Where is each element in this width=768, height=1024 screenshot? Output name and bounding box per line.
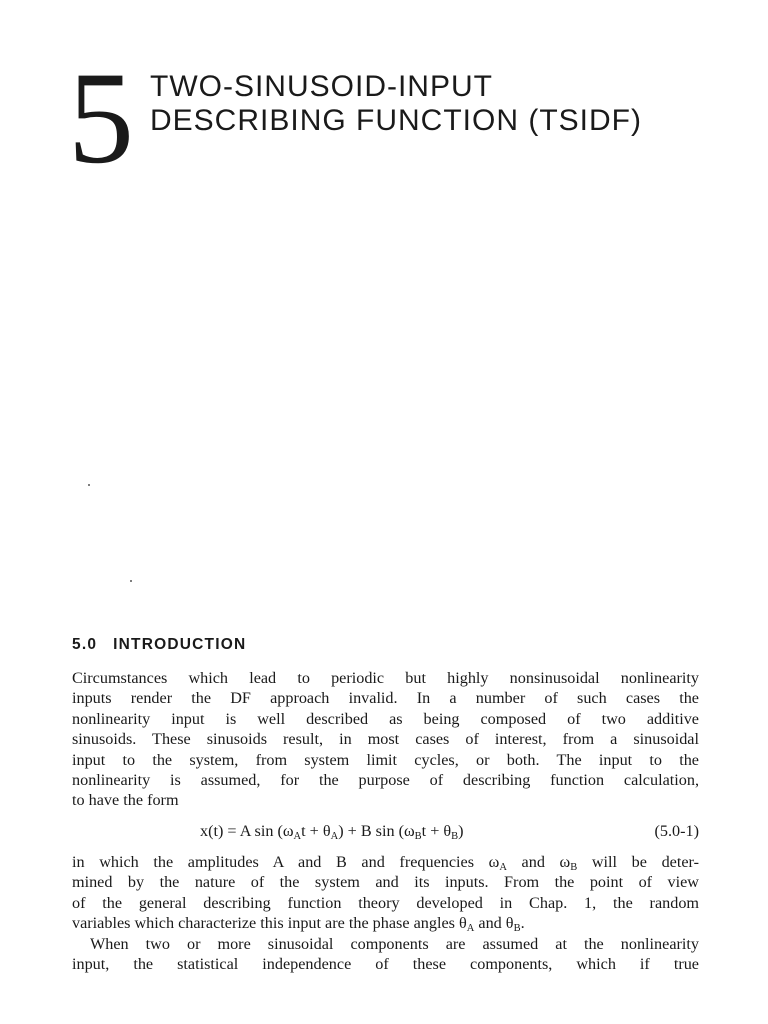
text-line: inputs render the DF approach invalid. In a number of such cases the [72,689,699,708]
text-fragment: and ω [506,853,571,871]
section-title: INTRODUCTION [113,636,247,653]
chapter-title-line: DESCRIBING FUNCTION (TSIDF) [150,104,642,137]
subscript: B [451,831,459,842]
equation-number: (5.0-1) [654,822,699,840]
section-number: 5.0 [72,636,98,653]
equation-term: t + θ [301,822,331,840]
text-line: to have the form [72,791,179,810]
subscript: B [570,862,578,873]
text-line: of the general describing function theory developed in Chap. 1, the random [72,893,699,912]
text-line: input to the system, from system limit cycles, or both. The input to the [72,750,699,769]
scan-speck [130,580,132,582]
scan-speck [88,484,90,486]
paragraph [72,852,699,934]
text-fragment: and θ [474,914,514,933]
equation-term: t + θ [421,822,452,840]
text-line [72,852,699,872]
text-line: sinusoids. These sinusoids result, in most cases of interest, from a sinusoidal [72,730,699,749]
chapter-number: 5 [68,44,134,191]
text-line: When two or more sinusoidal components are assumed at the nonlinearity [90,935,699,953]
subscript: A [499,862,507,873]
subscript: B [414,831,422,842]
text-fragment: in which the amplitudes A and B and frequencies ω [72,853,500,871]
equation-term: ) + [338,822,361,840]
subscript: A [330,831,339,842]
text-line: nonlinearity is assumed, for the purpose of describing function calculation, [72,770,699,789]
chapter-title [150,70,642,138]
paragraph [72,934,699,975]
section-heading [72,636,246,654]
equation-term: A sin (ω [239,822,294,840]
equation-term: B sin (ω [360,822,415,840]
equation-body [200,822,464,842]
equation [72,822,699,846]
equation-term: ) [458,822,464,840]
chapter-title-line: TWO-SINUSOID-INPUT [150,70,493,103]
text-line: Circumstances which lead to periodic but highly nonsinusoidal nonlinearity [72,669,699,687]
subscript: A [293,831,302,842]
text-fragment: . [520,914,525,933]
text-line [72,913,699,933]
equation-lhs: x(t) = [200,822,240,840]
text-line: nonlinearity input is well described as being composed of two additive [72,709,699,728]
text-line: input, the statistical independence of these components, which if true [72,955,699,974]
text-fragment: will be deter- [577,853,699,871]
text-line: mined by the nature of the system and its inputs. From the point of view [72,873,699,892]
text-fragment: variables which characterize this input are the phase angles θ [72,914,467,933]
paragraph [72,668,699,811]
subscript: B [513,923,521,935]
subscript: A [466,923,475,935]
